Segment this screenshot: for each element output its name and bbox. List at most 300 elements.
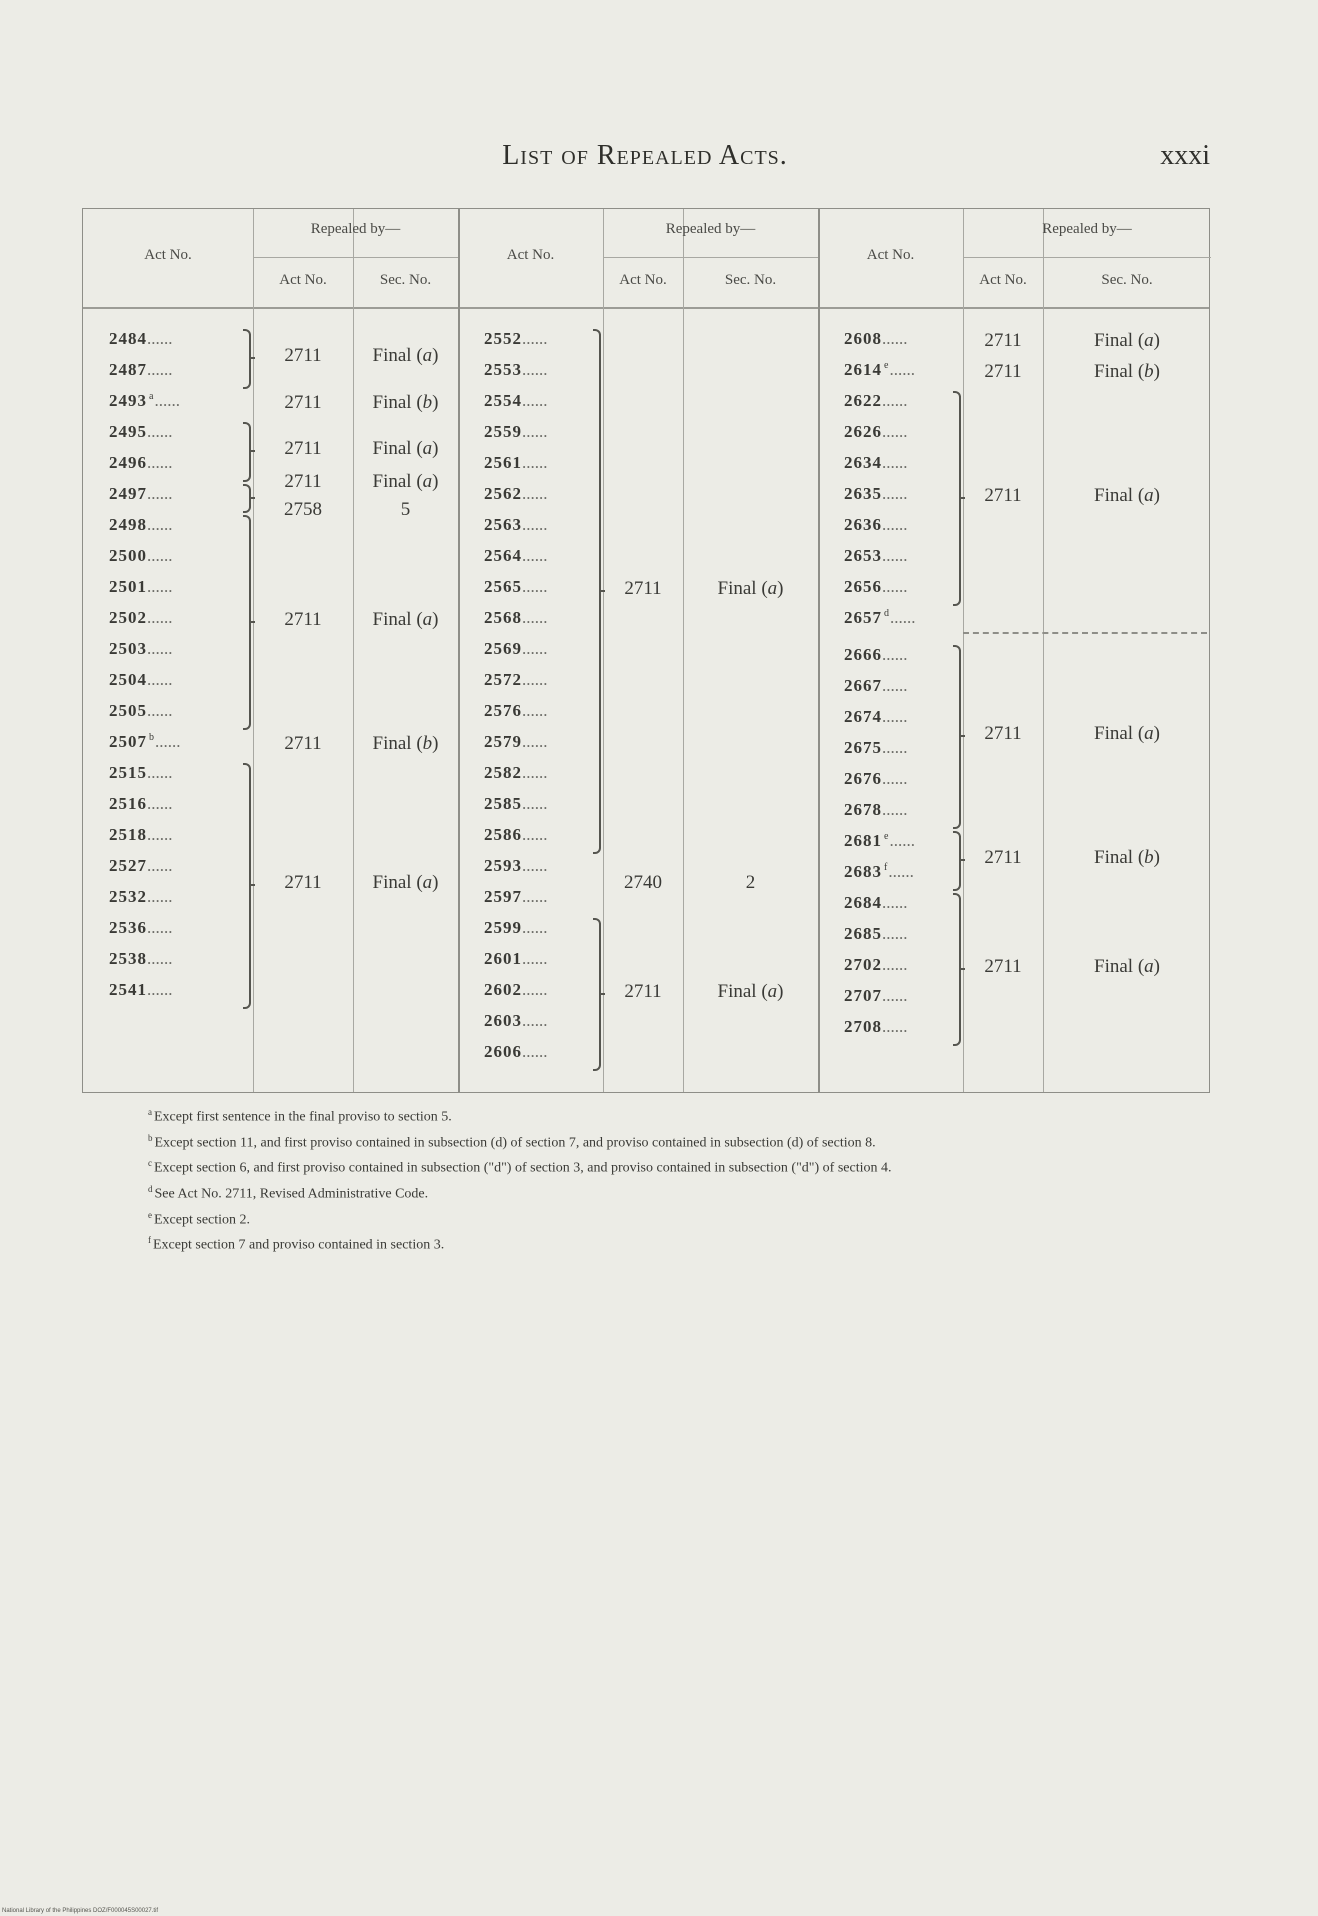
act-number	[484, 763, 548, 783]
section-letter: a	[1144, 484, 1154, 506]
footnote	[88, 1153, 1213, 1179]
repealing-act-number: 2711	[284, 470, 322, 492]
act-number	[844, 1017, 908, 1037]
leader-dots: ......	[522, 546, 548, 565]
section-letter: b	[422, 391, 433, 413]
act-number-text: 2602	[484, 980, 522, 999]
footnote-marker: e	[884, 360, 890, 372]
act-number	[109, 794, 173, 814]
act-number	[844, 831, 915, 851]
act-number-text: 2487	[109, 360, 147, 379]
section-text: Final	[717, 980, 757, 1002]
act-number-text: 2707	[844, 986, 882, 1005]
act-number-text: 2667	[844, 676, 882, 695]
act-number-text: 2579	[484, 732, 522, 751]
section-text: Final	[372, 391, 412, 413]
section-letter: a	[422, 345, 433, 366]
column-divider	[818, 209, 820, 1092]
leader-dots: ......	[155, 732, 181, 751]
act-number-text: 2622	[844, 391, 882, 410]
leader-dots: ......	[147, 608, 173, 627]
act-number	[484, 453, 548, 473]
leader-dots: ......	[147, 980, 173, 999]
section-letter: a	[1144, 723, 1154, 744]
section-text: Final	[1094, 847, 1134, 868]
leader-dots: ......	[522, 453, 548, 472]
act-number	[484, 670, 548, 690]
repealing-act-number: 2711	[284, 608, 322, 630]
section-text: Final	[372, 438, 412, 459]
leader-dots: ......	[522, 887, 548, 906]
act-number	[484, 701, 548, 721]
repealing-act-number: 2711	[284, 438, 322, 459]
leader-dots: ......	[147, 856, 173, 875]
footnote	[88, 1179, 1213, 1205]
act-number	[484, 825, 548, 845]
repealing-act-number: 2711	[984, 484, 1022, 506]
act-number	[109, 825, 173, 845]
dashed-separator	[963, 632, 1207, 634]
leader-dots: ......	[147, 639, 173, 658]
act-number-text: 2626	[844, 422, 882, 441]
page-number: xxxi	[1160, 140, 1210, 171]
leader-dots: ......	[522, 763, 548, 782]
repealing-act-number: 2740	[624, 872, 662, 893]
section-text: 5	[400, 498, 411, 520]
act-number	[844, 546, 908, 566]
act-number	[484, 949, 548, 969]
act-number-text: 2501	[109, 577, 147, 596]
act-number-text: 2685	[844, 924, 882, 943]
act-number	[844, 453, 908, 473]
section-text: Final	[717, 577, 757, 599]
act-number-text: 2674	[844, 707, 882, 726]
repealing-section: Final (a)	[372, 345, 439, 366]
act-number	[109, 546, 173, 566]
footnote-mark: a	[148, 1107, 152, 1117]
leader-dots: ......	[522, 515, 548, 534]
footnote-marker: d	[884, 608, 890, 620]
repealing-act-number: 2711	[624, 577, 662, 599]
repealing-act-number: 2711	[984, 360, 1022, 382]
act-number	[844, 986, 908, 1006]
act-number-text: 2495	[109, 422, 147, 441]
act-number	[484, 329, 548, 349]
act-number	[484, 608, 548, 628]
act-number	[844, 893, 908, 913]
header-act-no: Act No.	[144, 247, 192, 263]
repealing-section	[353, 499, 458, 521]
leader-dots: ......	[882, 707, 908, 726]
act-number	[109, 453, 173, 473]
act-number	[844, 769, 908, 789]
act-number	[484, 391, 548, 411]
repealing-act-number: 2711	[284, 872, 322, 893]
leader-dots: ......	[890, 608, 916, 627]
section-text: Final	[1094, 723, 1134, 744]
leader-dots: ......	[522, 608, 548, 627]
act-number-text: 2505	[109, 701, 147, 720]
act-number	[484, 1011, 548, 1031]
grouping-brace	[243, 329, 251, 389]
repealing-section: Final (a)	[717, 980, 784, 1002]
column-divider	[458, 209, 460, 1092]
act-number	[484, 360, 548, 380]
grouping-brace	[593, 918, 601, 1071]
act-number	[844, 391, 908, 411]
repealing-section: Final (a)	[1094, 484, 1160, 506]
repealing-section: Final (a)	[372, 470, 439, 492]
act-number-text: 2541	[109, 980, 147, 999]
leader-dots: ......	[522, 360, 548, 379]
repealing-act-number: 2711	[984, 723, 1022, 744]
act-number-text: 2683	[844, 862, 882, 881]
leader-dots: ......	[522, 391, 548, 410]
act-number-text: 2576	[484, 701, 522, 720]
leader-dots: ......	[882, 800, 908, 819]
leader-dots: ......	[147, 763, 173, 782]
repealing-section: Final (a)	[1094, 955, 1160, 977]
footnote-mark: e	[148, 1209, 152, 1220]
grouping-brace	[593, 329, 601, 854]
leader-dots: ......	[522, 825, 548, 844]
act-number	[484, 1042, 548, 1062]
act-number	[484, 980, 548, 1000]
act-number-text: 2507	[109, 732, 147, 751]
repealing-act-number: 2711	[284, 732, 322, 754]
act-number-text: 2666	[844, 645, 882, 664]
header-divider	[83, 307, 1209, 309]
act-number	[484, 577, 548, 597]
column-divider	[683, 209, 684, 1092]
page-title: List of Repealed Acts.	[502, 140, 788, 171]
repealing-act-number: 2711	[284, 345, 322, 366]
act-number	[484, 794, 548, 814]
act-number	[844, 577, 908, 597]
act-number-text: 2565	[484, 577, 522, 596]
act-number-text: 2532	[109, 887, 147, 906]
section-text: Final	[372, 470, 412, 492]
footnote-text: Except section 7 and proviso contained in section 3.	[153, 1237, 445, 1253]
leader-dots: ......	[522, 918, 548, 937]
repealing-section: Final (b)	[1094, 847, 1160, 868]
section-text: Final	[1094, 360, 1134, 382]
header-sec-no: Sec. No.	[1101, 272, 1153, 288]
act-number-text: 2568	[484, 608, 522, 627]
act-number	[109, 732, 181, 752]
act-number-text: 2603	[484, 1011, 522, 1030]
repealed-by-divider	[603, 257, 818, 258]
header-repealed-by: Repealed by—	[665, 221, 756, 237]
leader-dots: ......	[882, 577, 908, 596]
act-number-text: 2634	[844, 453, 882, 472]
leader-dots: ......	[522, 484, 548, 503]
leader-dots: ......	[522, 1011, 548, 1030]
section-letter: a	[422, 872, 433, 893]
leader-dots: ......	[147, 918, 173, 937]
footnotes	[88, 1102, 1213, 1256]
leader-dots: ......	[147, 360, 173, 379]
act-number-text: 2586	[484, 825, 522, 844]
leader-dots: ......	[889, 360, 915, 379]
act-number	[484, 546, 548, 566]
footnote	[88, 1128, 1213, 1154]
repealed-by-divider	[253, 257, 458, 258]
leader-dots: ......	[147, 422, 173, 441]
repealing-section: Final (a)	[372, 438, 439, 459]
act-number-text: 2564	[484, 546, 522, 565]
act-number-text: 2559	[484, 422, 522, 441]
act-number-text: 2606	[484, 1042, 522, 1061]
footnote-text: Except section 11, and first proviso contained in subsection (d) of section 7, and proviso contained in subsection (d) of section 8.	[154, 1135, 876, 1151]
act-number-text: 2599	[484, 918, 522, 937]
grouping-brace	[953, 893, 961, 1046]
act-number-text: 2561	[484, 453, 522, 472]
repealed-acts-table	[82, 208, 1210, 1093]
leader-dots: ......	[882, 329, 908, 348]
act-number-text: 2503	[109, 639, 147, 658]
section-text: Final	[1094, 329, 1134, 351]
grouping-brace	[243, 422, 251, 482]
act-number	[109, 949, 173, 969]
header-sub-act-no: Act No.	[279, 272, 327, 288]
section-letter: b	[1144, 847, 1154, 868]
leader-dots: ......	[522, 794, 548, 813]
act-number	[844, 924, 908, 944]
grouping-brace	[953, 391, 961, 606]
footnote-mark: b	[148, 1132, 153, 1143]
repealing-section: Final (a)	[1094, 723, 1160, 744]
act-number	[484, 639, 548, 659]
repealing-act-number: 2711	[984, 329, 1022, 351]
act-number	[484, 918, 548, 938]
leader-dots: ......	[882, 769, 908, 788]
act-number	[844, 329, 908, 349]
act-number-text: 2635	[844, 484, 882, 503]
act-number	[109, 608, 173, 628]
leader-dots: ......	[522, 639, 548, 658]
act-number-text: 2496	[109, 453, 147, 472]
footnote-marker: e	[884, 831, 890, 843]
act-number-text: 2653	[844, 546, 882, 565]
act-number	[844, 645, 908, 665]
repealing-section: Final (a)	[372, 608, 439, 630]
act-number	[844, 862, 914, 882]
act-number-text: 2504	[109, 670, 147, 689]
leader-dots: ......	[522, 949, 548, 968]
column-divider	[353, 209, 354, 1092]
act-number-text: 2657	[844, 608, 882, 627]
repealed-by-divider	[963, 257, 1211, 258]
leader-dots: ......	[147, 949, 173, 968]
header-sub-act-no: Act No.	[979, 272, 1027, 288]
leader-dots: ......	[882, 738, 908, 757]
act-number	[109, 701, 173, 721]
leader-dots: ......	[522, 732, 548, 751]
section-text: Final	[372, 608, 412, 630]
act-number	[109, 391, 180, 411]
act-number	[484, 732, 548, 752]
act-number	[109, 484, 173, 504]
header-act-no: Act No.	[506, 247, 555, 263]
leader-dots: ......	[882, 391, 908, 410]
leader-dots: ......	[882, 986, 908, 1005]
section-text: 2	[745, 872, 756, 893]
leader-dots: ......	[882, 645, 908, 664]
footnote	[88, 1102, 1213, 1128]
footnote-text: Except first sentence in the final proviso to section 5.	[154, 1109, 452, 1125]
act-number	[844, 608, 916, 628]
act-number	[109, 515, 173, 535]
repealing-act-number: 2711	[284, 391, 322, 413]
header-act-no: Act No.	[866, 247, 915, 263]
act-number-text: 2678	[844, 800, 882, 819]
section-letter: a	[767, 980, 778, 1002]
act-number	[844, 422, 908, 442]
act-number-text: 2708	[844, 1017, 882, 1036]
section-text: Final	[1094, 955, 1134, 977]
act-number-text: 2538	[109, 949, 147, 968]
act-number-text: 2502	[109, 608, 147, 627]
act-number	[844, 800, 908, 820]
grouping-brace	[243, 484, 251, 513]
section-letter: b	[1144, 360, 1154, 382]
leader-dots: ......	[147, 453, 173, 472]
grouping-brace	[953, 645, 961, 829]
repealing-section: Final (b)	[372, 732, 439, 754]
act-number-text: 2608	[844, 329, 882, 348]
section-letter: a	[422, 438, 433, 459]
act-number-text: 2597	[484, 887, 522, 906]
act-number-text: 2563	[484, 515, 522, 534]
act-number	[109, 422, 173, 442]
act-number	[484, 856, 548, 876]
repealing-section: Final (a)	[1094, 329, 1160, 351]
leader-dots: ......	[147, 515, 173, 534]
act-number	[484, 484, 548, 504]
page-header	[80, 140, 1210, 180]
leader-dots: ......	[147, 825, 173, 844]
footnote-mark: f	[148, 1235, 151, 1246]
act-number-text: 2582	[484, 763, 522, 782]
leader-dots: ......	[888, 862, 914, 881]
leader-dots: ......	[889, 831, 915, 850]
act-number-text: 2516	[109, 794, 147, 813]
grouping-brace	[243, 763, 251, 1009]
repealing-act-number: 2711	[984, 847, 1022, 868]
act-number-text: 2484	[109, 329, 147, 348]
leader-dots: ......	[147, 577, 173, 596]
leader-dots: ......	[147, 794, 173, 813]
act-number	[109, 670, 173, 690]
act-number-text: 2676	[844, 769, 882, 788]
header-repealed-by: Repealed by—	[1042, 221, 1132, 237]
act-number	[844, 360, 915, 380]
act-number-text: 2585	[484, 794, 522, 813]
act-number-text: 2593	[484, 856, 522, 875]
act-number-text: 2518	[109, 825, 147, 844]
leader-dots: ......	[882, 955, 908, 974]
act-number	[109, 360, 173, 380]
act-number-text: 2515	[109, 763, 147, 782]
leader-dots: ......	[522, 329, 548, 348]
act-number	[109, 856, 173, 876]
act-number	[109, 980, 173, 1000]
act-number-text: 2656	[844, 577, 882, 596]
act-number	[109, 639, 173, 659]
header-repealed-by: Repealed by—	[310, 221, 401, 237]
leader-dots: ......	[882, 515, 908, 534]
column-divider	[603, 209, 604, 1092]
leader-dots: ......	[882, 546, 908, 565]
section-letter: b	[422, 732, 433, 754]
leader-dots: ......	[154, 391, 180, 410]
grouping-brace	[243, 515, 251, 730]
leader-dots: ......	[147, 329, 173, 348]
leader-dots: ......	[522, 422, 548, 441]
act-number	[109, 763, 173, 783]
section-text: Final	[372, 732, 412, 754]
act-number-text: 2552	[484, 329, 522, 348]
act-number	[844, 955, 908, 975]
section-letter: a	[767, 577, 778, 599]
footnote-text: Except section 6, and first proviso contained in subsection ("d") of section 3, and proviso contained in subsection ("d") of section 4.	[154, 1160, 892, 1176]
leader-dots: ......	[522, 577, 548, 596]
leader-dots: ......	[522, 670, 548, 689]
repealing-section: Final (a)	[372, 872, 439, 893]
repealing-section: Final (b)	[1094, 360, 1160, 382]
section-text: Final	[1094, 484, 1134, 506]
act-number	[844, 707, 908, 727]
leader-dots: ......	[147, 701, 173, 720]
act-number-text: 2675	[844, 738, 882, 757]
footnote-text: See Act No. 2711, Revised Administrative Code.	[154, 1186, 429, 1202]
leader-dots: ......	[522, 701, 548, 720]
act-number-text: 2498	[109, 515, 147, 534]
act-number-text: 2572	[484, 670, 522, 689]
act-number-text: 2554	[484, 391, 522, 410]
repealing-act-number: 2711	[624, 980, 662, 1002]
repealing-section: Final (a)	[717, 577, 784, 599]
leader-dots: ......	[522, 1042, 548, 1061]
act-number-text: 2681	[844, 831, 882, 850]
repealing-act-number: 2758	[284, 498, 322, 520]
section-letter: a	[1144, 329, 1154, 351]
act-number-text: 2493	[109, 391, 147, 410]
footnote-mark: d	[148, 1183, 153, 1194]
act-number-text: 2702	[844, 955, 882, 974]
scan-credit: National Library of the Philippines DOZ/F000045S00027.tif	[2, 1908, 159, 1914]
grouping-brace	[953, 831, 961, 891]
act-number	[109, 577, 173, 597]
act-number	[844, 484, 908, 504]
footnote-marker: b	[149, 732, 155, 744]
header-sec-no: Sec. No.	[724, 272, 777, 288]
leader-dots: ......	[147, 546, 173, 565]
leader-dots: ......	[882, 924, 908, 943]
footnote-text: Except section 2.	[154, 1212, 251, 1228]
act-number-text: 2601	[484, 949, 522, 968]
act-number-text: 2500	[109, 546, 147, 565]
act-number-text: 2614	[844, 360, 882, 379]
column-divider	[253, 209, 254, 1092]
section-letter: a	[422, 470, 433, 492]
section-text: Final	[372, 872, 412, 893]
leader-dots: ......	[522, 980, 548, 999]
act-number-text: 2497	[109, 484, 147, 503]
leader-dots: ......	[882, 422, 908, 441]
act-number	[109, 887, 173, 907]
